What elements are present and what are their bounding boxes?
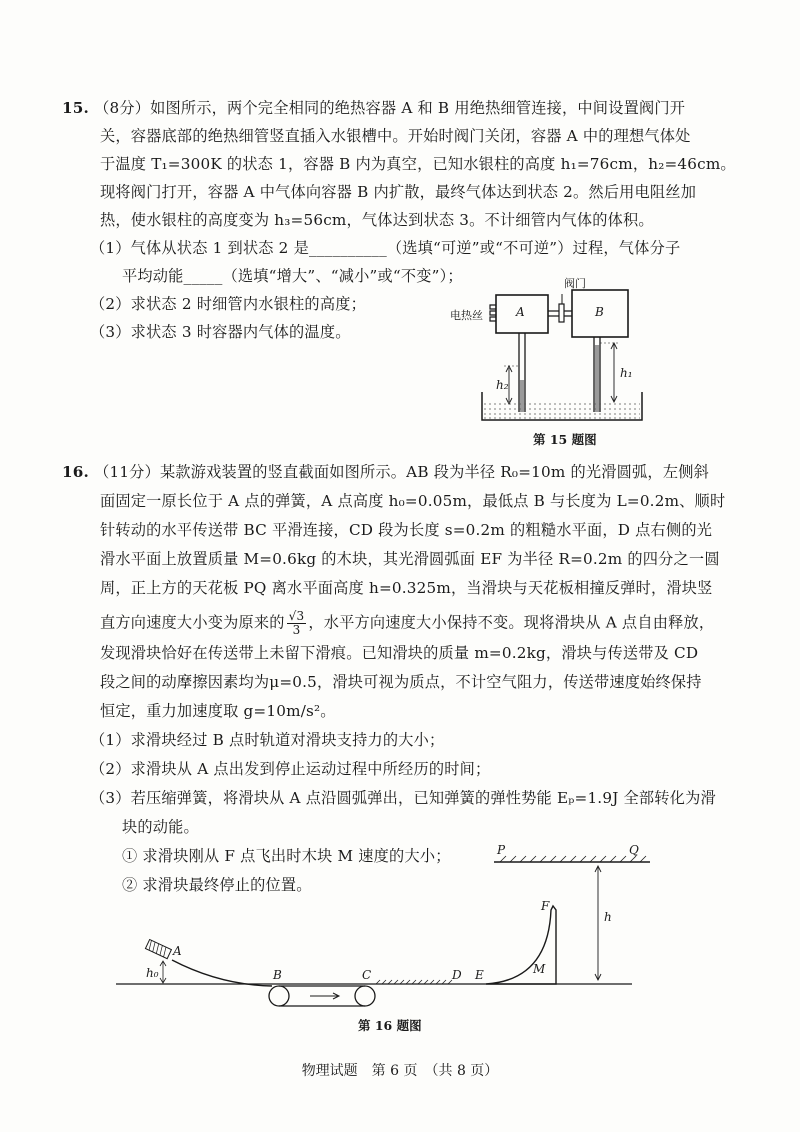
- valve-label: 阀门: [564, 277, 586, 290]
- q16-text-3: 针转动的水平传送带 BC 平滑连接，CD 段为长度 s=0.2m 的粗糙水平面，D 点右侧的光: [100, 521, 713, 539]
- q15-text-5: 热，使水银柱的高度变为 h₃=56cm，气体达到状态 3。不计细管内气体的体积。: [100, 211, 654, 229]
- page-footer: 物理试题 第 6 页 （共 8 页）: [301, 1063, 499, 1079]
- heater-label: 电热丝: [450, 309, 483, 322]
- pulley-c: [355, 986, 375, 1006]
- q16-text-8: 段之间的动摩擦因素均为μ=0.5，滑块可视为质点，不计空气阻力，传送带速度始终保持: [100, 673, 702, 691]
- label-p: P: [497, 843, 506, 857]
- block-m: [486, 906, 556, 984]
- arc-ab: [172, 960, 272, 986]
- q16-text-1: 某款游戏装置的竖直截面如图所示。AB 段为半径 R₀=10m 的光滑圆弧，左侧斜: [159, 463, 709, 481]
- q16-text-2: 面固定一原长位于 A 点的弹簧，A 点高度 h₀=0.05m，最低点 B 与长度为 L=0.2m、顺时: [100, 492, 726, 510]
- q15-sub1-b: 平均动能_____（选填“增大”、“减小”或“不变”）；: [122, 267, 463, 285]
- q16-points: （11分）: [94, 463, 160, 481]
- label-q: Q: [629, 843, 639, 857]
- h2-label: h₂: [496, 378, 509, 392]
- label-m: M: [533, 962, 546, 976]
- label-d: D: [452, 968, 462, 982]
- box-a-label: A: [516, 305, 525, 319]
- label-b: B: [273, 968, 282, 982]
- q16-sub3-b: 块的动能。: [122, 818, 199, 836]
- label-h0: h₀: [146, 966, 159, 980]
- q15-sub3: （3）求状态 3 时容器内气体的温度。: [90, 323, 351, 341]
- q16-text-6a: 直方向速度大小变为原来的: [100, 613, 285, 632]
- figure-16-caption: 第 16 题图: [358, 1018, 422, 1033]
- q15-text-2: 关，容器底部的绝热细管竖直插入水银槽中。开始时阀门关闭，容器 A 中的理想气体处: [100, 127, 691, 145]
- label-c: C: [362, 968, 372, 982]
- q16-number: 16.: [62, 463, 90, 481]
- q15-text-4: 现将阀门打开，容器 A 中气体向容器 B 内扩散，最终气体达到状态 2。然后用电阻丝加: [100, 183, 697, 201]
- q16-text-4: 滑水平面上放置质量 M=0.6kg 的木块，其光滑圆弧面 EF 为半径 R=0.2m 的四分之一圆: [100, 550, 720, 568]
- q16-sub3-i: ① 求滑块刚从 F 点飞出时木块 M 速度的大小；: [122, 847, 451, 865]
- q16-text-7: 发现滑块恰好在传送带上未留下滑痕。已知滑块的质量 m=0.2kg，滑块与传送带及 CD: [100, 644, 699, 662]
- q15-text-1: 如图所示，两个完全相同的绝热容器 A 和 B 用绝热细管连接，中间设置阀门开: [150, 99, 686, 117]
- q15-sub1-a: （1）气体从状态 1 到状态 2 是__________（选填“可逆”或“不可逆”）过程，气体分子: [90, 239, 681, 257]
- q15-text-3: 于温度 T₁=300K 的状态 1，容器 B 内为真空，已知水银柱的高度 h₁=76cm，h₂=46cm。: [100, 155, 736, 173]
- figure-15-caption: 第 15 题图: [533, 432, 597, 447]
- frac-numerator: √3: [288, 609, 305, 623]
- q16-sub3-a: （3）若压缩弹簧，将滑块从 A 点沿圆弧弹出，已知弹簧的弹性势能 Eₚ=1.9J 全部转化为滑: [90, 789, 716, 807]
- pulley-b: [269, 986, 289, 1006]
- label-h: h: [604, 910, 612, 924]
- q15-number: 15.: [62, 99, 90, 117]
- q16-sub1: （1）求滑块经过 B 点时轨道对滑块支持力的大小；: [90, 731, 445, 749]
- q16-text-6b: ，水平方向速度大小保持不变。现将滑块从 A 点自由释放，: [308, 613, 715, 632]
- box-b-label: B: [595, 305, 604, 319]
- q16-text-5: 周，正上方的天花板 PQ 离水平面高度 h=0.325m，当滑块与天花板相撞反弹时，滑块竖: [100, 579, 713, 597]
- q15-sub2: （2）求状态 2 时细管内水银柱的高度；: [90, 295, 366, 313]
- q15-points: （8分）: [94, 99, 151, 117]
- h1-label: h₁: [620, 366, 633, 380]
- label-a: A: [173, 944, 182, 958]
- label-e: E: [475, 968, 484, 982]
- frac-denominator: 3: [292, 623, 301, 637]
- q16-sub3-ii: ② 求滑块最终停止的位置。: [122, 876, 312, 894]
- q16-text-9: 恒定，重力加速度取 g=10m/s²。: [100, 702, 336, 720]
- label-f: F: [541, 899, 550, 913]
- q16-sub2: （2）求滑块从 A 点出发到停止运动过程中所经历的时间；: [90, 760, 491, 778]
